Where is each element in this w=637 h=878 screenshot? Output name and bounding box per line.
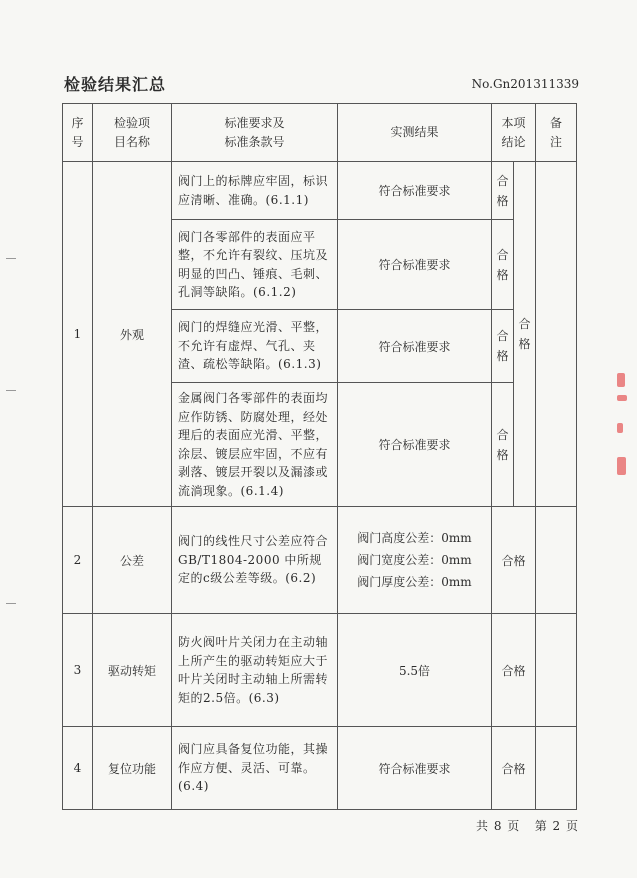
- punch-mark: [6, 603, 16, 604]
- row-sub-conclusion: 合 格: [492, 162, 514, 220]
- col-header-item: 检验项 目名称: [93, 104, 172, 162]
- row-requirement: 金属阀门各零部件的表面均应作防锈、防腐处理，经处理后的表面应光滑、平整，涂层、镀层应牢固，不应有剥落、镀层开裂以及漏漆或流淌现象。(6.1.4): [172, 383, 338, 507]
- table-row: [63, 727, 577, 810]
- row-item: 复位功能: [93, 727, 172, 810]
- row-seq: 4: [63, 727, 93, 810]
- row-sub-conclusion: 合 格: [492, 220, 514, 310]
- punch-mark: [6, 390, 16, 391]
- row-seq: 3: [63, 614, 93, 727]
- row-result: 5.5倍: [338, 614, 492, 727]
- table-header-row: [63, 104, 577, 162]
- row-conclusion: 合格: [492, 507, 536, 614]
- col-header-note: 备 注: [536, 104, 577, 162]
- seal-stamp-fragment: [615, 373, 629, 493]
- row-requirement: 阀门应具备复位功能，其操作应方便、灵活、可靠。(6.4): [172, 727, 338, 810]
- row-sub-conclusion: 合 格: [492, 310, 514, 383]
- col-header-conclusion: 本项 结论: [492, 104, 536, 162]
- row-result: 符合标准要求: [338, 162, 492, 220]
- table-row: [63, 507, 577, 614]
- row-note: [536, 614, 577, 727]
- row-conclusion: 合格: [492, 727, 536, 810]
- row-requirement: 阀门各零部件的表面应平整，不允许有裂纹、压坑及明显的凹凸、锤痕、毛刺、孔洞等缺陷。(6.1.2): [172, 220, 338, 310]
- page-number: 第 2 页: [534, 819, 579, 833]
- row-note: [536, 727, 577, 810]
- row-overall-conclusion: 合 格: [514, 162, 536, 507]
- page-title: 检验结果汇总: [64, 75, 167, 94]
- row-conclusion: 合格: [492, 614, 536, 727]
- row-seq: 1: [63, 162, 93, 507]
- total-pages: 共 8 页: [476, 819, 521, 833]
- row-result: 符合标准要求: [338, 727, 492, 810]
- col-header-result: 实测结果: [338, 104, 492, 162]
- row-seq: 2: [63, 507, 93, 614]
- row-result: 阀门高度公差：0mm 阀门宽度公差：0mm 阀门厚度公差：0mm: [338, 507, 492, 614]
- row-note: [536, 507, 577, 614]
- row-note: [536, 162, 577, 507]
- punch-mark: [6, 258, 16, 259]
- row-item: 公差: [93, 507, 172, 614]
- row-result: 符合标准要求: [338, 383, 492, 507]
- results-table: [62, 103, 577, 810]
- col-header-requirement: 标准要求及 标准条款号: [172, 104, 338, 162]
- row-requirement: 阀门上的标牌应牢固，标识应清晰、准确。(6.1.1): [172, 162, 338, 220]
- row-item: 外观: [93, 162, 172, 507]
- row-requirement: 阀门的焊缝应光滑、平整，不允许有虚焊、气孔、夹渣、疏松等缺陷。(6.1.3): [172, 310, 338, 383]
- row-result: 符合标准要求: [338, 220, 492, 310]
- table-row: [63, 162, 577, 220]
- row-sub-conclusion: 合 格: [492, 383, 514, 507]
- col-header-seq: 序 号: [63, 104, 93, 162]
- report-number: No.Gn201311339: [471, 77, 579, 91]
- page-footer: [476, 817, 579, 834]
- row-requirement: 阀门的线性尺寸公差应符合GB/T1804-2000 中所规定的c级公差等级。(6.2): [172, 507, 338, 614]
- row-result: 符合标准要求: [338, 310, 492, 383]
- row-requirement: 防火阀叶片关闭力在主动轴上所产生的驱动转矩应大于叶片关闭时主动轴上所需转矩的2.5倍。(6.3): [172, 614, 338, 727]
- table-row: [63, 614, 577, 727]
- row-item: 驱动转矩: [93, 614, 172, 727]
